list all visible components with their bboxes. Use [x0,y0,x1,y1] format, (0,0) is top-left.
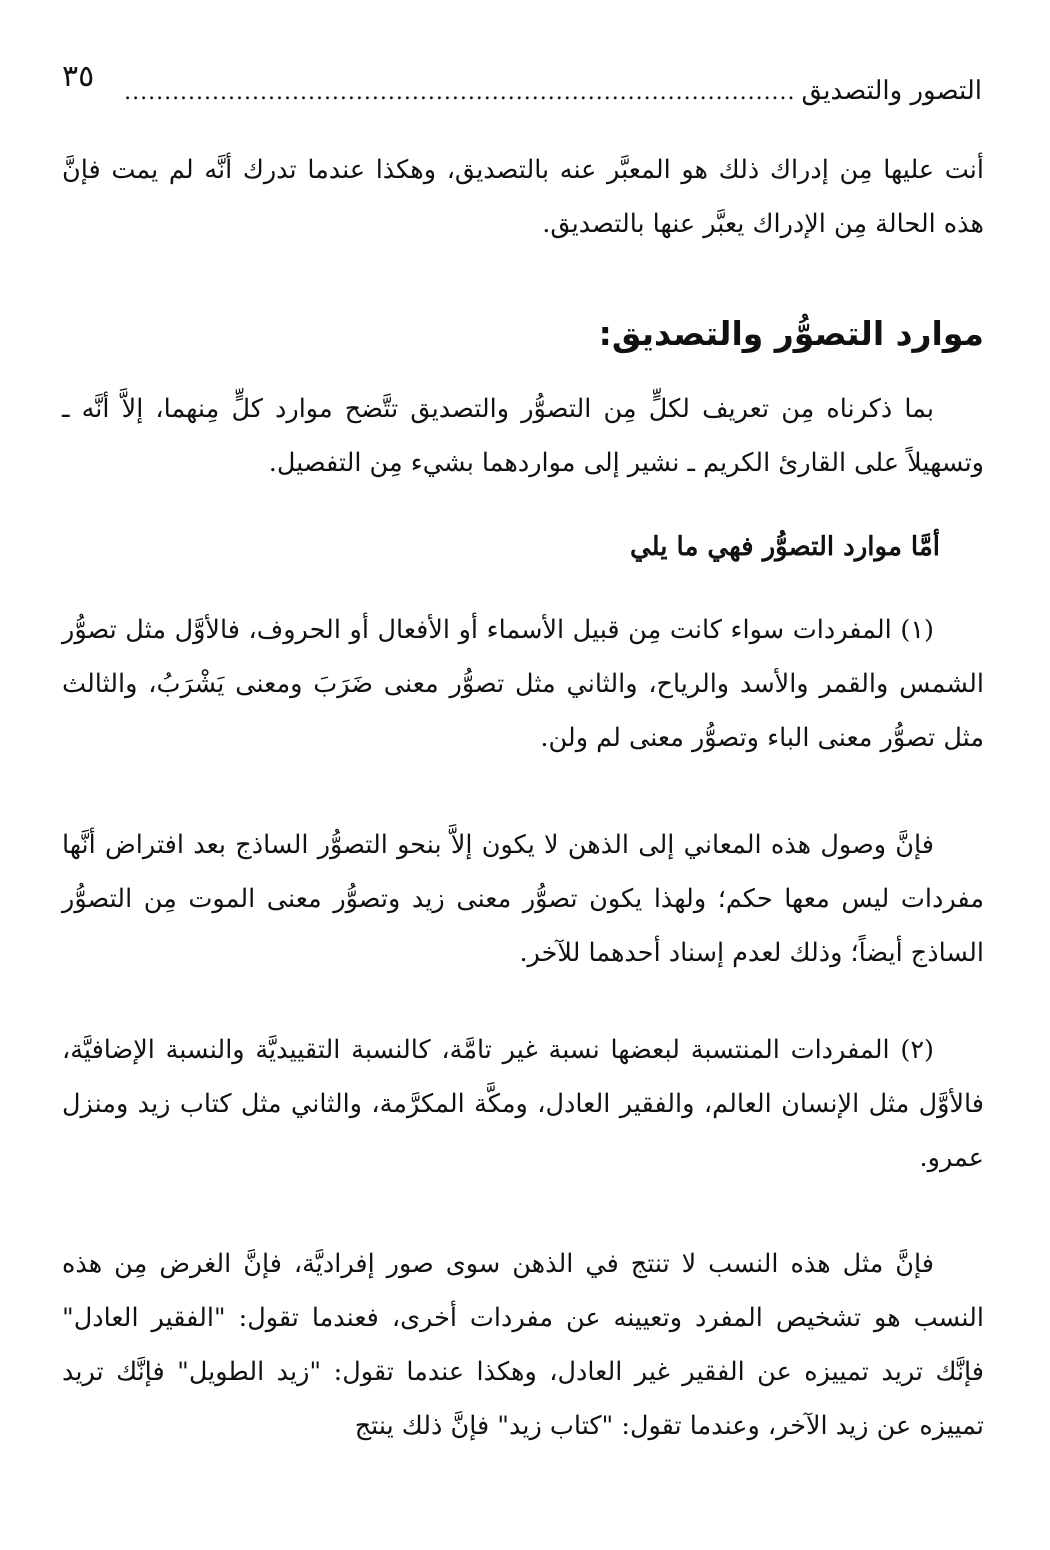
section-heading: موارد التصوُّر والتصديق: [598,314,984,353]
paragraph-item-2: (٢) المفردات المنتسبة لبعضها نسبة غير تامَّة، كالنسبة التقييديَّة والنسبة الإضافيَّة، فالأوَّل مثل الإنسان العالم، والفقير العادل، ومكَّة المكرَّمة، والثاني مثل كتاب زيد ومنزل عمرو. [62,1035,984,1173]
paragraph-item-2-explanation: فإنَّ مثل هذه النسب لا تنتج في الذهن سوى صور إفراديَّة، فإنَّ الغرض مِن هذه النسب هو تشخيص المفرد وتعيينه عن مفردات أخرى، فعندما تقول: "الفقير العادل" فإنَّك تريد تمييزه عن الفقير غير العادل، وهكذا عندما تقول: "زيد الطويل" فإنَّك تريد تمييزه عن زيد الآخر، وعندما تقول: "كتاب زيد" فإنَّ ذلك ينتج [62,1249,984,1441]
paragraph-item-1-explanation: فإنَّ وصول هذه المعاني إلى الذهن لا يكون إلاَّ بنحو التصوُّر الساذج بعد افتراض أنَّها مفردات ليس معها حكم؛ ولهذا يكون تصوُّر معنى زيد وتصوُّر معنى الموت مِن التصوُّر الساذج أيضاً؛ وذلك لعدم إسناد أحدهما للآخر. [62,830,984,968]
header-leader-dots: .................................................................................... [124,80,796,105]
sub-heading: أمَّا موارد التصوُّر فهي ما يلي [629,532,940,562]
paragraph-item-1: (١) المفردات سواء كانت مِن قبيل الأسماء أو الأفعال أو الحروف، فالأوَّل مثل تصوُّر الشمس والقمر والأسد والرياح، والثاني مثل تصوُّر معنى ضَرَبَ ومعنى يَشْرَبُ، والثالث مثل تصوُّر معنى الباء وتصوُّر معنى لم ولن. [62,615,984,753]
header-title: التصور والتصديق [801,76,982,106]
paragraph-intro: بما ذكرناه مِن تعريف لكلٍّ مِن التصوُّر والتصديق تتَّضح موارد كلٍّ مِنهما، إلاَّ أنَّه ـ وتسهيلاً على القارئ الكريم ـ نشير إلى مواردهما بشيء مِن التفصيل. [62,394,984,478]
paragraph-continued: أنت عليها مِن إدراك ذلك هو المعبَّر عنه بالتصديق، وهكذا عندما تدرك أنَّه لم يمت فإنَّ هذه الحالة مِن الإدراك يعبَّر عنها بالتصديق. [62,155,984,239]
page-number: ٣٥ [62,59,95,94]
running-header [62,58,982,108]
